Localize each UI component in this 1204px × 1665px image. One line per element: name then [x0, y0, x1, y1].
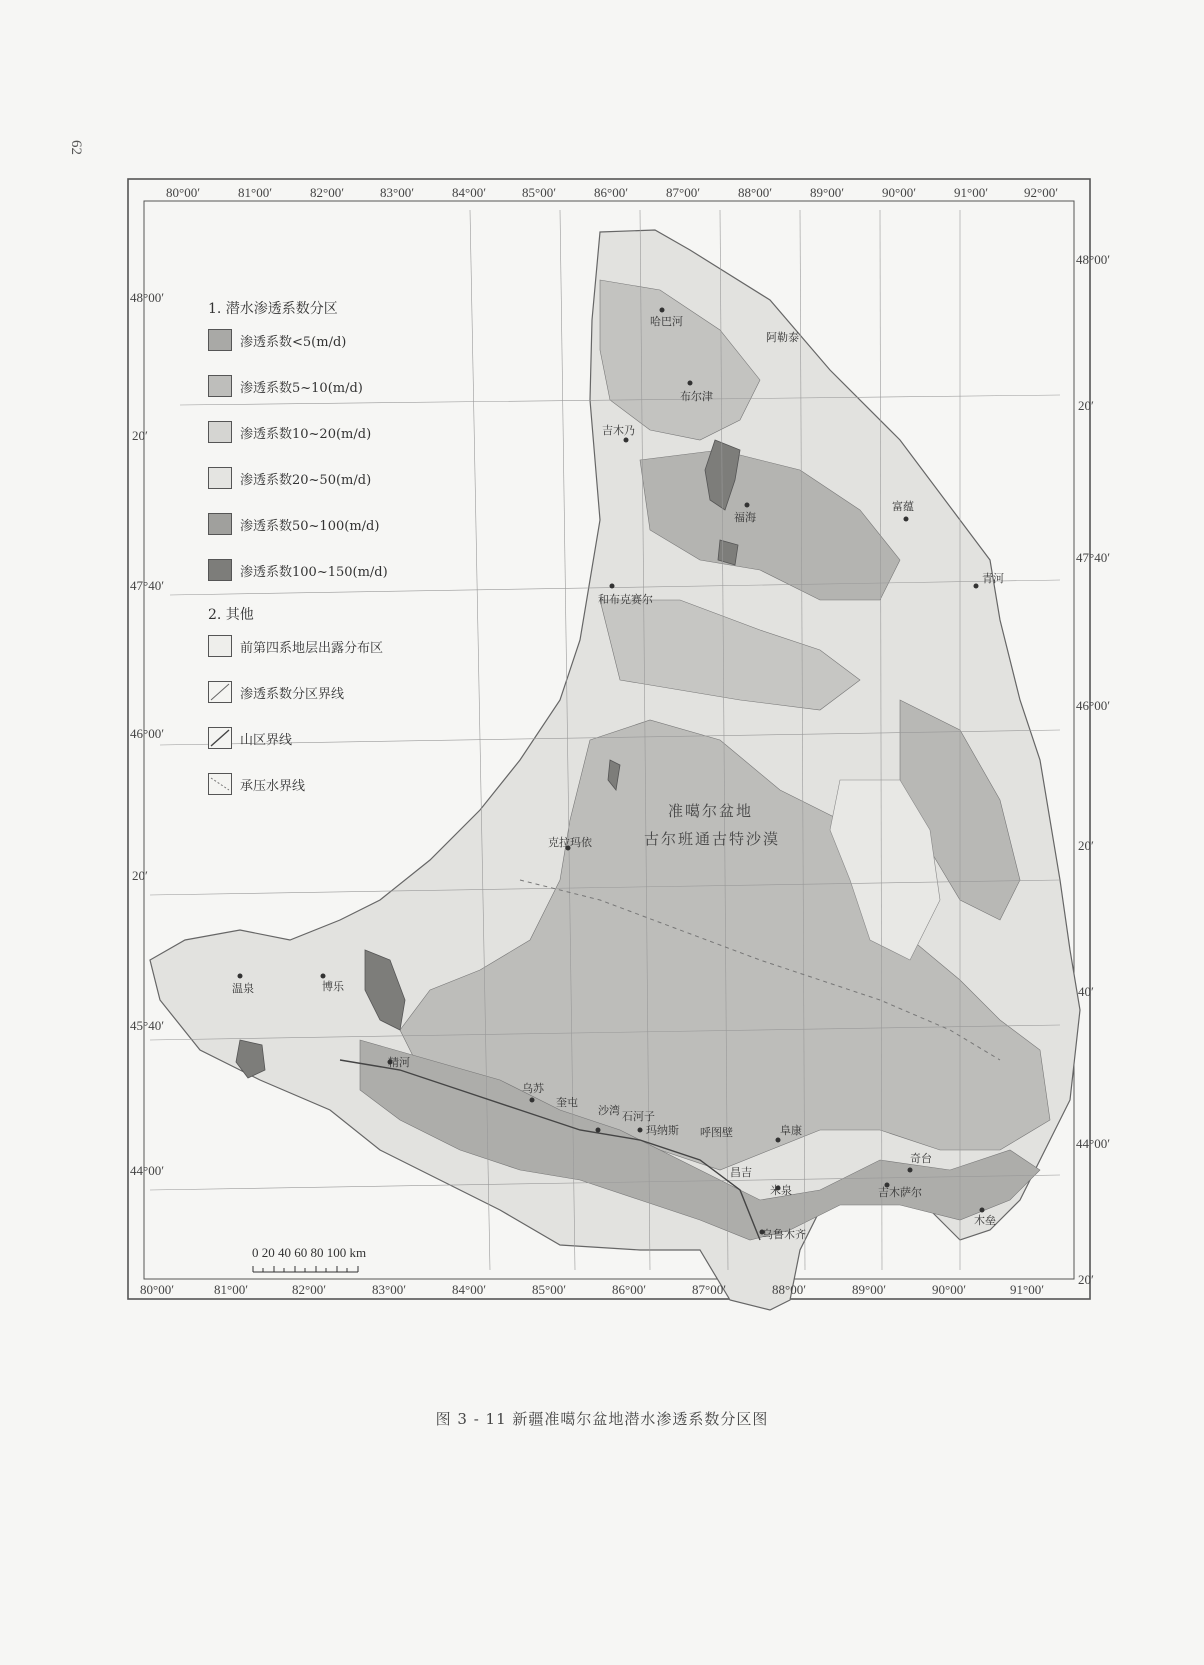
legend-other-label: 前第四系地层出露分布区 — [240, 640, 384, 656]
bottom-tick-label: 91°00′ — [1010, 1282, 1045, 1297]
top-tick-label: 90°00′ — [882, 185, 917, 200]
legend-zone-label: 渗透系数50~100(m/d) — [240, 518, 380, 534]
place-label: 吉木萨尔 — [878, 1186, 922, 1199]
top-tick-label: 82°00′ — [310, 185, 345, 200]
bottom-tick-label: 90°00′ — [932, 1282, 967, 1297]
legend-zone-label: 渗透系数100~150(m/d) — [240, 564, 388, 580]
bottom-tick-label: 82°00′ — [292, 1282, 327, 1297]
confined-water-line-icon — [208, 773, 232, 795]
legend-zone-label: 渗透系数5~10(m/d) — [240, 380, 363, 396]
figure-caption: 图 3 - 11 新疆准噶尔盆地潜水渗透系数分区图 — [435, 1410, 769, 1428]
legend-zone-item — [208, 558, 408, 582]
legend-other-label: 承压水界线 — [240, 778, 306, 794]
legend-other-item — [208, 772, 408, 796]
zone-swatch — [208, 559, 232, 581]
legend — [208, 298, 408, 818]
top-tick-label: 84°00′ — [452, 185, 487, 200]
place-label: 石河子 — [622, 1110, 655, 1123]
bottom-tick-label: 88°00′ — [772, 1282, 807, 1297]
bottom-tick-label: 89°00′ — [852, 1282, 887, 1297]
place-label: 布尔津 — [680, 390, 713, 403]
zone-swatch — [208, 513, 232, 535]
right-tick-label: 48°00′ — [1076, 252, 1111, 267]
left-tick-label: 46°00′ — [130, 726, 165, 741]
wenquan-dark-zone — [236, 1040, 265, 1078]
legend-other-label: 山区界线 — [240, 732, 293, 748]
place-label: 乌苏 — [522, 1082, 544, 1095]
right-tick-label: 20′ — [1078, 1272, 1094, 1287]
legend-zone-item — [208, 328, 408, 352]
page-number: 62 — [68, 140, 84, 155]
bottom-tick-label: 86°00′ — [612, 1282, 647, 1297]
mountain-boundary-line-icon — [208, 727, 232, 749]
bottom-tick-label: 84°00′ — [452, 1282, 487, 1297]
zone-swatch — [208, 467, 232, 489]
top-tick-label: 83°00′ — [380, 185, 415, 200]
right-tick-label: 20′ — [1078, 398, 1094, 413]
left-tick-label: 48°00′ — [130, 290, 165, 305]
left-tick-label: 47°40′ — [130, 578, 165, 593]
left-tick-label: 20′ — [132, 868, 148, 883]
bottom-tick-label: 83°00′ — [372, 1282, 407, 1297]
place-label: 呼图壁 — [700, 1126, 733, 1139]
legend-zone-label: 渗透系数20~50(m/d) — [240, 472, 372, 488]
legend-zone-label: 渗透系数<5(m/d) — [240, 334, 347, 350]
legend-zone-item — [208, 374, 408, 398]
place-label: 木垒 — [974, 1214, 996, 1227]
right-tick-label: 47°40′ — [1076, 550, 1111, 565]
place-label: 吉木乃 — [602, 424, 635, 437]
region-label: 准噶尔盆地 — [668, 802, 754, 820]
outcrop-swatch-icon — [208, 635, 232, 657]
place-label: 沙湾 — [598, 1104, 620, 1117]
zone-swatch — [208, 375, 232, 397]
bottom-tick-label: 85°00′ — [532, 1282, 567, 1297]
right-tick-label: 44°00′ — [1076, 1136, 1111, 1151]
right-tick-label: 20′ — [1078, 838, 1094, 853]
top-tick-label: 80°00′ — [166, 185, 201, 200]
legend-section-title: 1. 潜水渗透系数分区 — [208, 301, 338, 317]
place-label: 昌吉 — [730, 1166, 752, 1179]
right-tick-label: 40′ — [1078, 984, 1094, 999]
legend-zone-item — [208, 420, 408, 444]
top-tick-label: 88°00′ — [738, 185, 773, 200]
place-label: 阿勒泰 — [766, 331, 799, 344]
place-label: 奎屯 — [556, 1096, 578, 1109]
top-tick-label: 89°00′ — [810, 185, 845, 200]
legend-other-item — [208, 634, 408, 658]
legend-other-item — [208, 726, 408, 750]
place-label: 玛纳斯 — [646, 1124, 679, 1137]
place-label: 阜康 — [780, 1124, 802, 1137]
legend-other-item — [208, 680, 408, 704]
right-tick-label: 46°00′ — [1076, 698, 1111, 713]
legend-zone-item — [208, 512, 408, 536]
place-label: 博乐 — [322, 980, 344, 993]
left-tick-label: 45°40′ — [130, 1018, 165, 1033]
region-label: 古尔班通古特沙漠 — [644, 830, 781, 848]
place-label: 温泉 — [232, 982, 254, 995]
legend-zone-label: 渗透系数10~20(m/d) — [240, 426, 372, 442]
bottom-tick-label: 87°00′ — [692, 1282, 727, 1297]
scale-bar — [252, 1245, 366, 1280]
bottom-tick-label: 80°00′ — [140, 1282, 175, 1297]
top-tick-label: 86°00′ — [594, 185, 629, 200]
place-label: 哈巴河 — [650, 315, 683, 328]
top-tick-label: 81°00′ — [238, 185, 273, 200]
top-tick-label: 91°00′ — [954, 185, 989, 200]
bottom-tick-label: 81°00′ — [214, 1282, 249, 1297]
left-tick-label: 20′ — [132, 428, 148, 443]
place-label: 富蕴 — [892, 500, 914, 513]
place-label: 克拉玛依 — [548, 836, 592, 849]
scale-bar-label: 0 20 40 60 80 100 km — [252, 1245, 367, 1260]
zone-swatch — [208, 329, 232, 351]
place-label: 米泉 — [770, 1184, 792, 1197]
zone-swatch — [208, 421, 232, 443]
legend-section-title: 2. 其他 — [208, 607, 254, 623]
place-label: 和布克赛尔 — [598, 593, 653, 606]
legend-other-label: 渗透系数分区界线 — [240, 686, 345, 702]
legend-zone-item — [208, 466, 408, 490]
top-tick-label: 92°00′ — [1024, 185, 1059, 200]
place-label: 奇台 — [910, 1152, 932, 1165]
top-tick-label: 87°00′ — [666, 185, 701, 200]
left-tick-label: 44°00′ — [130, 1163, 165, 1178]
place-label: 青河 — [982, 572, 1004, 585]
place-label: 乌鲁木齐 — [762, 1228, 806, 1241]
scale-bar-ruler — [252, 1262, 360, 1276]
zone-boundary-line-icon — [208, 681, 232, 703]
top-tick-label: 85°00′ — [522, 185, 557, 200]
place-label: 精河 — [388, 1056, 410, 1069]
place-label: 福海 — [734, 511, 756, 524]
